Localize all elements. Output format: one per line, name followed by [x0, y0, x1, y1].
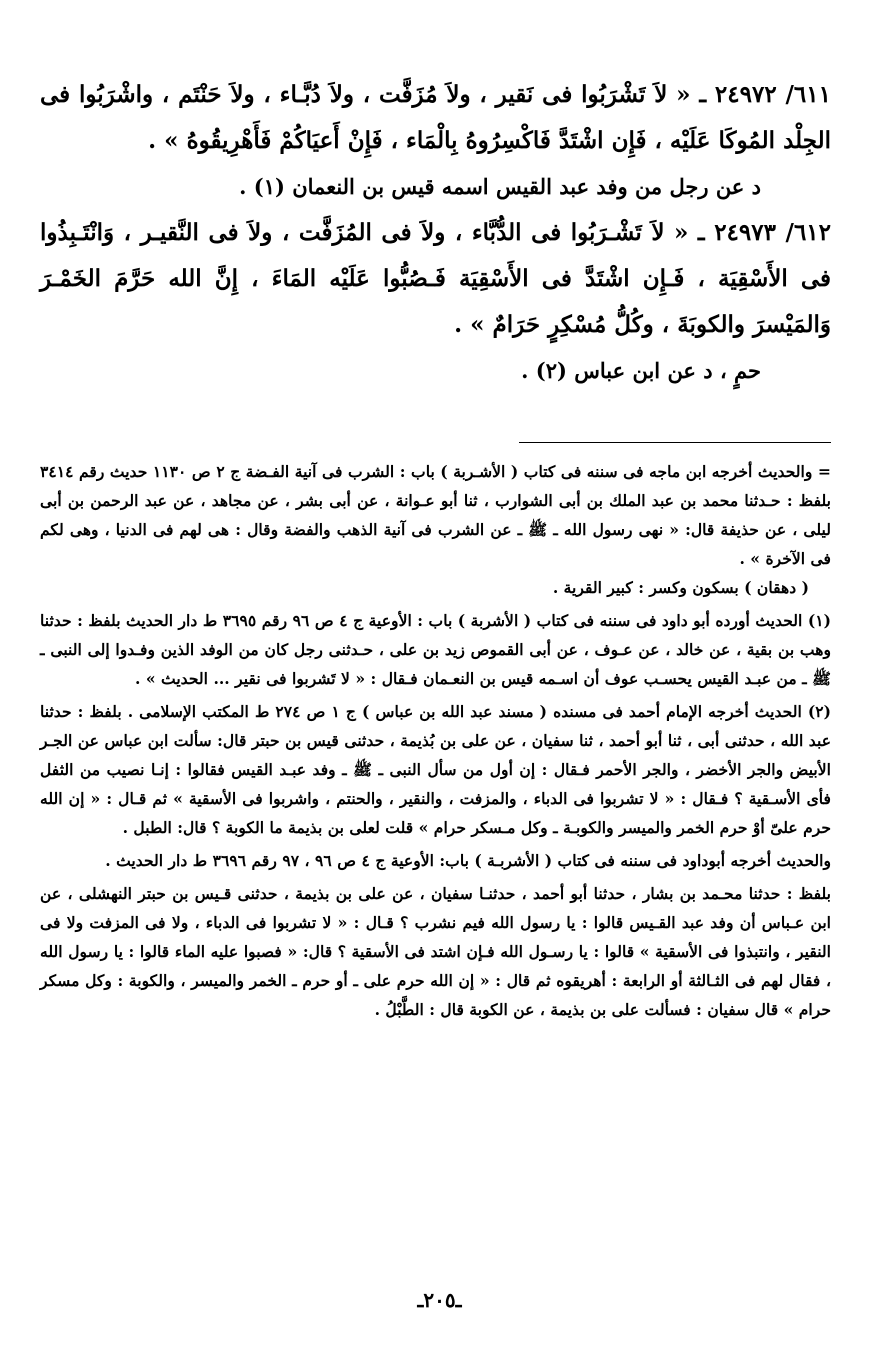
main-text [40, 72, 831, 394]
hadith-611-source: د عن رجل من وفد عبد القيس اسمه قيس بن النعمان (١) . [239, 174, 761, 199]
footnote-1: (١) الحديث أورده أبو داود فى سننه فى كتاب ( الأشربة ) باب : الأوعية ج ٤ ص ٩٦ رقم ٣٦٩٥ ط دار الحديث بلفظ : حدثنا وهب بن بقية ، عن خالد ، عن عـوف ، عن أبى القموص زيد بن على ، حـدثنى رجل كان من الوفد الذين وفـدوا إلى النبى ـ ﷺ ـ من عبـد القيس يحسـب عوف أن اسـمه قيس بن النعـمان فـقال : « لا تَشربوا فى نقير ... الحديث » . [40, 611, 832, 688]
footnotes [40, 457, 831, 1024]
footnote-divider [519, 442, 831, 443]
footnote-2-wording: بلفظ : حدثنا محـمد بن بشار ، حدثنا أبو أحمد ، حدثنـا سفيان ، عن على بن بذيمة ، حدثنى قـيس بن حبتر النهشلى ، عن ابن عـباس أن وفد عبد القـيس قالوا : يا رسول الله فيم نشرب ؟ قـال : « لا تشربوا فى الدباء ، ولا فى المزفت ولا فى النقير ، وانتبذوا فى الأسقية » قالوا : يا رسـول الله فـإن اشتد فى الأسقية ؟ قال: « فصبوا عليه الماء قالوا : يا رسول الله ، فقال لهم فى الثـالثة أو الرابعة : أهريقوه ثم قال : « إن الله حرم على ـ أو حرم ـ الخمر والميسر ، والكوبة : وكل مسكر حرام » قال سفيان : فسألت على بن بذيمة ، عن الكوبة قال : الطَّبْلُ . [40, 884, 831, 1019]
footnote-2-abu-dawud: والحديث أخرجه أبوداود فى سننه فى كتاب ( الأشربـة ) باب: الأوعية ج ٤ ص ٩٦ ، ٩٧ رقم ٣٦٩٦ ط دار الحديث . [105, 851, 831, 870]
hadith-612-source: حمٍ ، د عن ابن عباس (٢) . [521, 358, 761, 383]
hadith-611: ٦١١/ ٢٤٩٧٢ ـ « لاَ تَشْرَبُوا فى نَقير ، ولاَ مُزَفَّت ، ولاَ دُبَّـاء ، ولاَ حَنْتَم ، واشْرَبُوا فى الجِلْد المُوكَا عَلَيْه ، فَإِن اشْتَدَّ فَاكْسِرُوهُ بِالْمَاء ، فَإِنْ أَعيَاكُمْ فَأَهْرِيقُوهُ » . [40, 81, 831, 154]
hadith-612: ٦١٢/ ٢٤٩٧٣ ـ « لاَ تَشْـرَبُوا فى الدُّبَّاء ، ولاَ فى المُزَفَّت ، ولاَ فى النَّقيـر ، وَانْتَـبِذُوا فى الأَسْقِيَة ، فَـإِن اشْتَدَّ فى الأَسْقِيَة فَـصُبُّوا عَلَيْه المَاءَ ، إِنَّ الله حَرَّمَ الخَمْـرَ وَالمَيْسرَ والكوبَةَ ، وكُلُّ مُسْكِرٍ حَرَامٌ » . [40, 219, 831, 338]
footnote-gloss: ( دهقان ) بسكون وكسر : كبير القرية . [552, 578, 809, 597]
footnote-continuation: = والحديث أخرجه ابن ماجه فى سننه فى كتاب ( الأشـربة ) باب : الشرب فى آنية الفـضة ج ٢ ص ١١٣٠ حديث رقم ٣٤١٤ بلفظ : حـدثنا محمد بن عبد الملك بن أبى الشوارب ، ثنا أبو عـوانة ، عن أبى بشر ، عن مجاهد ، عن عبد الرحمن بن أبى ليلى ، عن حذيفة قال: « نهى رسول الله ـ ﷺ ـ عن الشرب فى آنية الذهب والفضة وقال : هى لهم فى الدنيا ، وهى لكم فى الآخرة » . [40, 462, 831, 568]
page-number: ـ٢٠٥ـ [417, 1288, 462, 1312]
footnote-2: (٢) الحديث أخرجه الإمام أحمد فى مسنده ( مسند عبد الله بن عباس ) ج ١ ص ٢٧٤ ط المكتب الإسلامى . بلفظ : حدثنا عبد الله ، حدثنى أبى ، ثنا أبو أحمد ، ثنا سفيان ، عن على بن بُذيمة ، حدثنى قيس بن حبتر قال: سألت ابن عباس عن الجـر الأبيض والجر الأخضر ، والجر الأحمر فـقال : إن أول من سأل النبى ـ ﷺ ـ وفد عبـد القيس فقالوا : إنـا نصيب من الثفل فأى الأسـقية ؟ فـقال : « لا تشربوا فى الدباء ، والمزفت ، والنقير ، والحنتم ، واشربوا فى الأسقية » ثم قـال : « إن الله حرم علىّ أوْ حرم الخمر والميسر والكوبـة ـ وكل مـسكر حرام » قلت لعلى بن بذيمة ما الكوبة ؟ قال: الطبل . [40, 702, 831, 837]
